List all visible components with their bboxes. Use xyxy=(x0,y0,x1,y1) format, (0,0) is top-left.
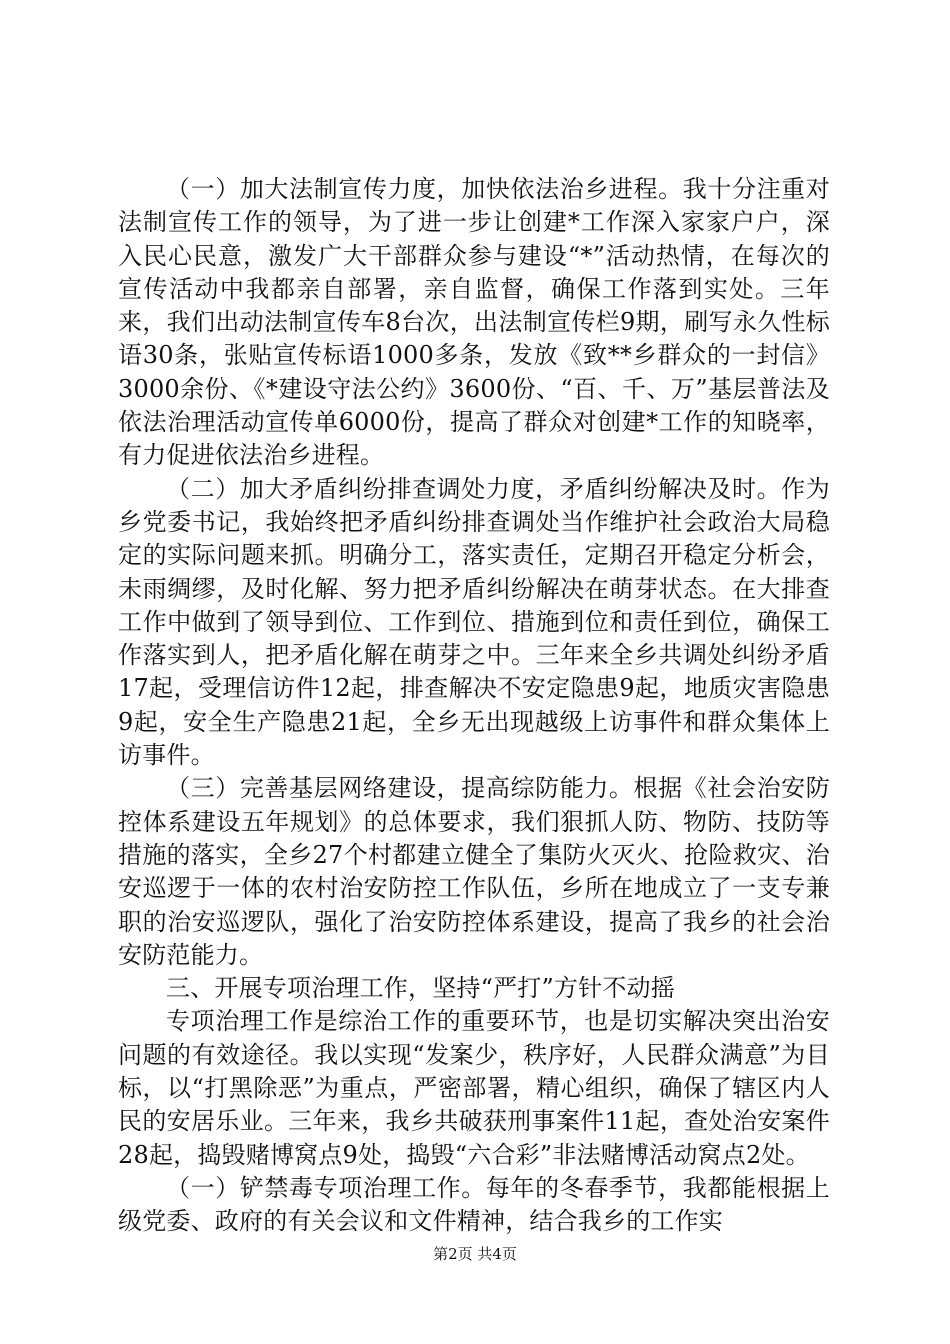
document-body xyxy=(118,173,830,1239)
paragraph-special-governance: 专项治理工作是综治工作的重要环节，也是切实解决突出治安问题的有效途径。我以实现“发案少，秩序好，人民群众满意”为目标，以“打黑除恶”为重点，严密部署，精心组织，确保了辖区内人民的安居乐业。三年来，我乡共破获刑事案件11起，查处治安案件28起，捣毁赌博窝点9处，捣毁“六合彩”非法赌博活动窝点2处。 xyxy=(118,1007,830,1169)
paragraph-dispute-resolution: （二）加大矛盾纠纷排查调处力度，矛盾纠纷解决及时。作为乡党委书记，我始终把矛盾纠纷排查调处当作维护社会政治大局稳定的实际问题来抓。明确分工，落实责任，定期召开稳定分析会，未雨绸缪，及时化解、努力把矛盾纠纷解决在萌芽状态。在大排查工作中做到了领导到位、工作到位、措施到位和责任到位，确保工作落实到人，把矛盾化解在萌芽之中。三年来全乡共调处纠纷矛盾17起，受理信访件12起，排查解决不安定隐患9起，地质灾害隐患9起，安全生产隐患21起，全乡无出现越级上访事件和群众集体上访事件。 xyxy=(118,474,830,770)
paragraph-legal-publicity: （一）加大法制宣传力度，加快依法治乡进程。我十分注重对法制宣传工作的领导，为了进一步让创建*工作深入家家户户，深入民心民意，激发广大干部群众参与建设“*”活动热情，在每次的宣传活动中我都亲自部署，亲自监督，确保工作落到实处。三年来，我们出动法制宣传车8台次，出法制宣传栏9期，刷写永久性标语30条，张贴宣传标语1000多条，发放《致**乡群众的一封信》3000余份、《*建设守法公约》3600份、“百、千、万”基层普法及依法治理活动宣传单6000份，提高了群众对创建*工作的知晓率，有力促进依法治乡进程。 xyxy=(118,175,830,470)
page-number-footer: 第2页 共4页 xyxy=(433,1245,517,1263)
section-heading-special-governance: 三、开展专项治理工作，坚持“严打”方针不动摇 xyxy=(166,974,675,1003)
paragraph-network-building: （三）完善基层网络建设，提高综防能力。根据《社会治安防控体系建设五年规划》的总体要求，我们狠抓人防、物防、技防等措施的落实，全乡27个村都建立健全了集防火灭火、抢险救灾、治安巡逻于一体的农村治安防控工作队伍，乡所在地成立了一支专兼职的治安巡逻队，强化了治安防控体系建设，提高了我乡的社会治安防范能力。 xyxy=(118,774,830,969)
paragraph-anti-drug: （一）铲禁毒专项治理工作。每年的冬春季节，我都能根据上级党委、政府的有关会议和文件精神，结合我乡的工作实 xyxy=(118,1173,830,1236)
